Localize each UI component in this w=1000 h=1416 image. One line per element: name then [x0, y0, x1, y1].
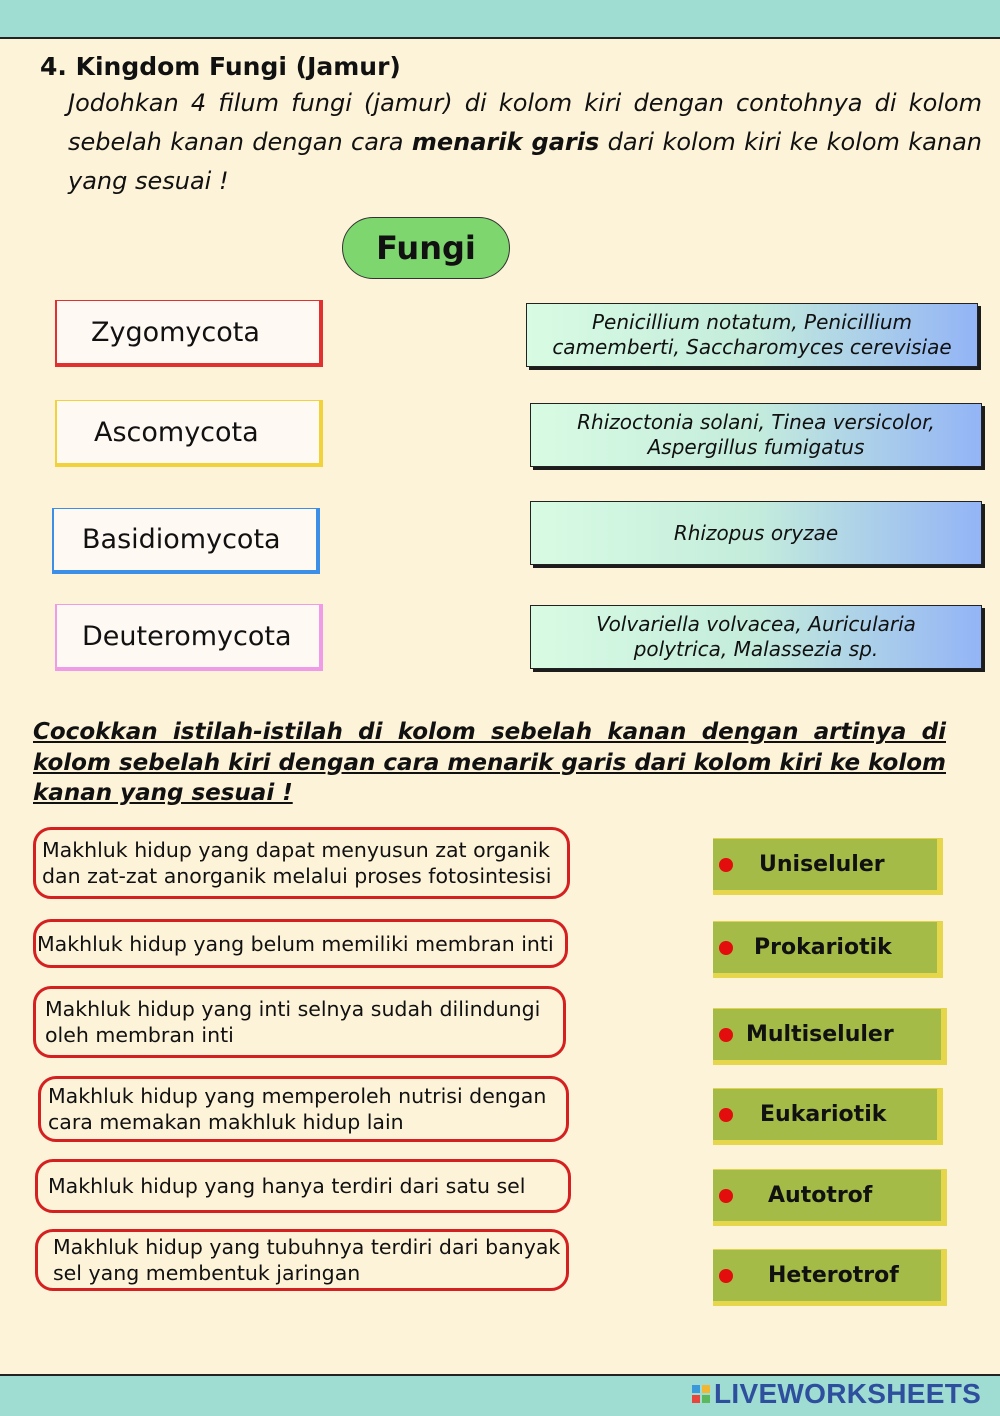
term-box-eukariotik[interactable] — [713, 1088, 943, 1145]
term-box-multiseluler[interactable] — [713, 1008, 947, 1065]
example-line: Rhizoctonia solani, Tinea versicolor, — [577, 410, 935, 434]
phylum-box-zygomycota[interactable] — [55, 300, 323, 367]
term-box-uniseluler[interactable] — [713, 838, 943, 895]
definition-line: Makhluk hidup yang tubuhnya terdiri dari banyak — [53, 1235, 561, 1259]
connector-dot[interactable] — [719, 1189, 733, 1203]
example-line: Rhizopus oryzae — [673, 520, 839, 545]
phylum-box-basidiomycota[interactable] — [52, 508, 320, 574]
phylum-box-deuteromycota[interactable] — [55, 604, 323, 671]
section-title: 4. Kingdom Fungi (Jamur) — [40, 52, 401, 81]
example-box-2[interactable] — [530, 403, 982, 467]
definition-box-1[interactable] — [33, 827, 570, 899]
example-line: Volvariella volvacea, Auricularia — [596, 612, 916, 636]
definition-line: Makhluk hidup yang inti selnya sudah dilindungi — [45, 997, 541, 1021]
term-label: Uniseluler — [759, 852, 885, 877]
definition-box-6[interactable] — [35, 1229, 569, 1291]
term-box-heterotrof[interactable] — [713, 1249, 947, 1306]
definition-line: dan zat-zat anorganik melalui proses fotosintesisi — [42, 864, 552, 888]
phylum-label: Deuteromycota — [82, 620, 292, 652]
term-label: Eukariotik — [760, 1102, 887, 1127]
term-box-prokariotik[interactable] — [713, 921, 943, 978]
definition-box-4[interactable] — [38, 1076, 569, 1142]
example-line: Penicillium notatum, Penicillium — [591, 310, 913, 334]
definition-line: Makhluk hidup yang memperoleh nutrisi dengan — [48, 1084, 547, 1108]
phylum-label: Ascomycota — [94, 416, 259, 448]
term-label: Multiseluler — [746, 1022, 894, 1047]
logo-icon — [692, 1385, 710, 1403]
term-box-autotrof[interactable] — [713, 1169, 947, 1226]
example-box-4[interactable] — [530, 605, 982, 669]
connector-dot[interactable] — [719, 1108, 733, 1122]
definition-line: sel yang membentuk jaringan — [53, 1261, 361, 1285]
example-line: camemberti, Saccharomyces cerevisiae — [552, 335, 952, 359]
definition-box-2[interactable] — [33, 919, 568, 968]
definition-line: Makhluk hidup yang hanya terdiri dari satu sel — [48, 1174, 526, 1198]
connector-dot[interactable] — [719, 1028, 733, 1042]
connector-dot[interactable] — [719, 941, 733, 955]
matching-instruction: Cocokkan istilah-istilah di kolom sebelah kanan dengan artinya di kolom sebelah kiri dengan cara menarik garis dari kolom kiri ke kolom kanan yang sesuai ! — [33, 719, 946, 806]
fungi-label: Fungi — [342, 217, 510, 279]
phylum-label: Basidiomycota — [82, 524, 281, 555]
phylum-label: Zygomycota — [91, 316, 260, 348]
definition-line: oleh membran inti — [45, 1023, 234, 1047]
term-label: Autotrof — [768, 1183, 873, 1208]
instruction-bold: menarik garis — [411, 128, 600, 156]
definition-line: cara memakan makhluk hidup lain — [48, 1110, 404, 1134]
logo-text: LIVEWORKSHEETS — [714, 1378, 982, 1409]
top-band — [0, 0, 1000, 39]
connector-dot[interactable] — [719, 1269, 733, 1283]
phylum-box-ascomycota[interactable] — [55, 400, 323, 467]
definition-box-5[interactable] — [35, 1159, 571, 1213]
liveworksheets-logo — [692, 1377, 981, 1411]
example-box-1[interactable] — [526, 303, 978, 367]
example-line: Aspergillus fumigatus — [647, 435, 865, 459]
definition-line: Makhluk hidup yang dapat menyusun zat organik — [42, 838, 550, 862]
connector-dot[interactable] — [719, 858, 733, 872]
definition-line: Makhluk hidup yang belum memiliki membran inti — [37, 931, 554, 956]
term-label: Heterotrof — [768, 1263, 899, 1288]
example-line: polytrica, Malassezia sp. — [633, 637, 879, 661]
instruction-text: Jodohkan 4 filum fungi (jamur) di kolom kiri dengan contohnya di kolom sebelah kanan dengan cara menarik garis dari kolom kiri ke kolom kanan yang sesuai ! — [68, 89, 983, 195]
term-label: Prokariotik — [754, 935, 892, 960]
example-box-3[interactable] — [530, 501, 982, 565]
definition-box-3[interactable] — [33, 986, 566, 1058]
